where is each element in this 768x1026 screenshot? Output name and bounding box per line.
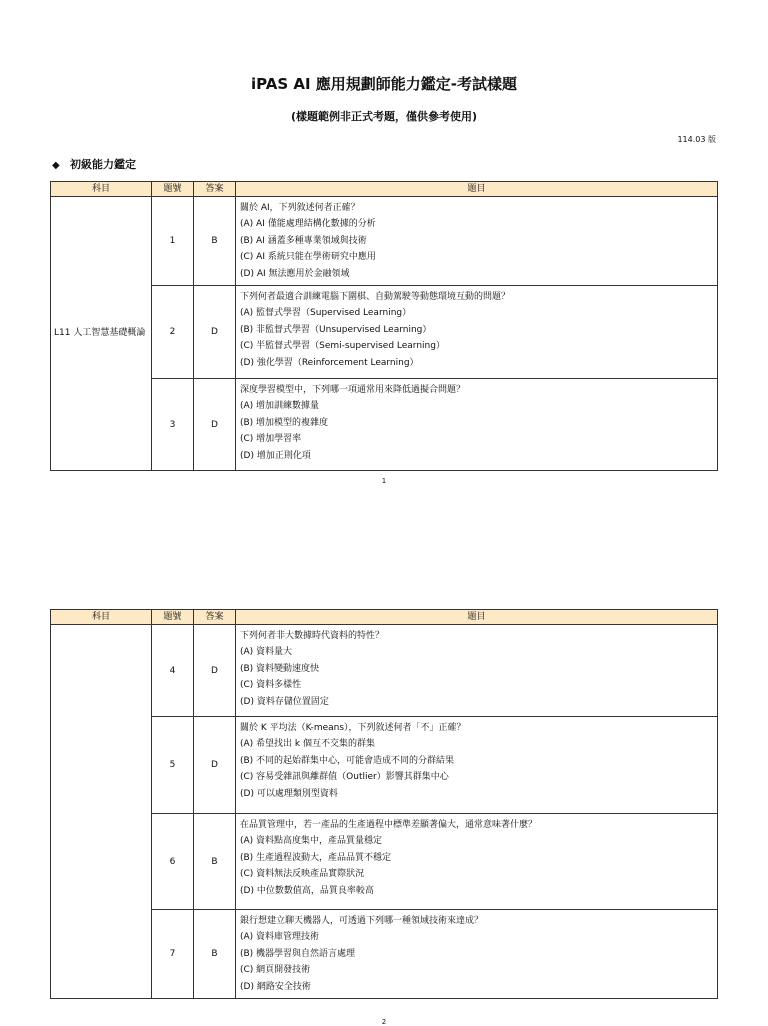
- header-answer: 答案: [194, 182, 236, 197]
- option-b: (B) 非監督式學習（Unsupervised Learning）: [240, 324, 432, 335]
- question-stem: 下列何者最適合訓練電腦下圍棋、自動駕駛等動態環境互動的問題？: [240, 292, 511, 303]
- subject-cell: [51, 625, 152, 999]
- option-a: (A) 增加訓練數據量: [240, 401, 320, 412]
- question-stem: 深度學習模型中，下列哪一項通常用來降低過擬合問題？: [240, 385, 466, 396]
- option-d: (D) 中位數數值高，品質良率較高: [240, 885, 374, 896]
- option-c: (C) 增加學習率: [240, 434, 302, 445]
- question-text: [236, 197, 718, 286]
- option-a: (A) 監督式學習（Supervised Learning）: [240, 308, 412, 319]
- option-c: (C) AI 系統只能在學術研究中應用: [240, 252, 376, 263]
- question-stem: 下列何者非大數據時代資料的特性？: [240, 631, 385, 641]
- question-text: [236, 814, 718, 910]
- option-b: (B) 生產過程波動大，產品品質不穩定: [240, 852, 392, 863]
- question-answer: D: [194, 717, 236, 814]
- option-c: (C) 半監督式學習（Semi-supervised Learning）: [240, 341, 445, 352]
- option-d: (D) 強化學習（Reinforcement Learning）: [240, 357, 419, 368]
- question-number: 7: [152, 910, 194, 999]
- option-b: (B) 不同的起始群集中心，可能會造成不同的分群結果: [240, 755, 455, 766]
- question-answer: B: [194, 814, 236, 910]
- question-answer: B: [194, 910, 236, 999]
- table-row: [51, 197, 718, 286]
- option-b: (B) 機器學習與自然語言處理: [240, 948, 356, 959]
- table-row: [51, 286, 718, 379]
- option-a: (A) AI 僅能處理結構化數據的分析: [240, 219, 376, 230]
- diamond-bullet-icon: ◆: [52, 160, 60, 171]
- table-row: [51, 910, 718, 999]
- table-row: [51, 814, 718, 910]
- option-d: (D) AI 無法應用於金融領域: [240, 268, 350, 279]
- header-question: 題目: [236, 182, 718, 197]
- header-subject: 科目: [51, 182, 152, 197]
- question-text: [236, 910, 718, 999]
- question-text: [236, 286, 718, 379]
- option-c: (C) 資料多樣性: [240, 680, 302, 691]
- table-header-row: [51, 182, 718, 197]
- option-b: (B) 增加模型的複雜度: [240, 417, 329, 428]
- option-d: (D) 資料存儲位置固定: [240, 696, 329, 707]
- option-b: (B) 資料變動速度快: [240, 663, 320, 674]
- document-version: 114.03 版: [677, 135, 716, 144]
- table-row: [51, 379, 718, 471]
- option-a: (A) 資料點高度集中，產品質量穩定: [240, 836, 383, 847]
- question-text: [236, 717, 718, 814]
- option-d: (D) 網路安全技術: [240, 981, 311, 992]
- page-number: 2: [381, 1018, 387, 1026]
- header-number: 題號: [152, 610, 194, 625]
- question-stem: 在品質管理中，若一產品的生產過程中標準差顯著偏大，通常意味著什麼？: [240, 820, 538, 830]
- option-c: (C) 容易受雜訊與離群值（Outlier）影響其群集中心: [240, 772, 449, 783]
- option-b: (B) AI 涵蓋多種專業領域與技術: [240, 235, 367, 246]
- question-text: [236, 625, 718, 717]
- question-number: 4: [152, 625, 194, 717]
- option-a: (A) 資料量大: [240, 647, 293, 658]
- table-header-row: [51, 610, 718, 625]
- question-number: 5: [152, 717, 194, 814]
- header-answer: 答案: [194, 610, 236, 625]
- question-answer: D: [194, 286, 236, 379]
- table-row: [51, 625, 718, 717]
- header-question: 題目: [236, 610, 718, 625]
- option-c: (C) 網頁開發技術: [240, 965, 311, 976]
- document-title: iPAS AI 應用規劃師能力鑑定-考試樣題: [250, 75, 518, 93]
- header-subject: 科目: [51, 610, 152, 625]
- question-number: 3: [152, 379, 194, 471]
- question-table: [50, 609, 718, 999]
- table-row: [51, 717, 718, 814]
- question-number: 1: [152, 197, 194, 286]
- question-answer: D: [194, 625, 236, 717]
- question-number: 6: [152, 814, 194, 910]
- header-number: 題號: [152, 182, 194, 197]
- section-heading: [52, 156, 136, 172]
- document-page-2: [0, 500, 768, 1024]
- page-number: 1: [381, 477, 387, 485]
- question-stem: 關於 K 平均法（K-means），下列敘述何者「不」正確？: [240, 723, 466, 733]
- question-table: [50, 181, 718, 471]
- question-answer: B: [194, 197, 236, 286]
- document-subtitle: (樣題範例非正式考題，僅供參考使用): [290, 110, 478, 123]
- option-a: (A) 資料庫管理技術: [240, 932, 320, 943]
- question-number: 2: [152, 286, 194, 379]
- question-text: [236, 379, 718, 471]
- option-c: (C) 資料無法反映產品實際狀況: [240, 869, 365, 880]
- question-stem: 關於 AI，下列敘述何者正確？: [240, 203, 360, 213]
- option-d: (D) 可以處理類別型資料: [240, 788, 338, 799]
- question-stem: 銀行想建立聊天機器人，可透過下列哪一種領域技術來達成？: [240, 916, 484, 926]
- section-heading-label: 初級能力鑑定: [70, 158, 136, 171]
- option-a: (A) 希望找出 k 個互不交集的群集: [240, 739, 375, 750]
- option-d: (D) 增加正則化項: [240, 450, 311, 461]
- subject-cell: L11 人工智慧基礎概論: [51, 197, 152, 471]
- question-answer: D: [194, 379, 236, 471]
- document-page-1: [0, 0, 768, 500]
